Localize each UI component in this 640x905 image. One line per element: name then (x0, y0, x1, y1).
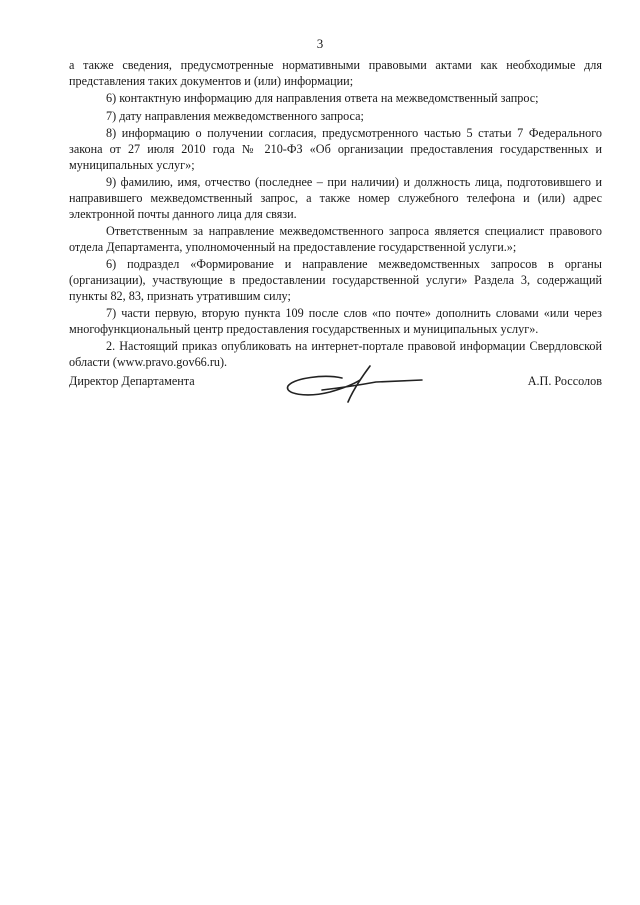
signer-title: Директор Департамента (69, 374, 195, 388)
paragraph-item-9-person: 9) фамилию, имя, отчество (последнее – при наличии) и должность лица, подготовившего и направившего межведомственный запрос, а также номер служебного телефона и (или) адрес электронной почты данного лица для связи. (69, 174, 602, 221)
signature-block (69, 364, 602, 404)
paragraph-publication: 2. Настоящий приказ опубликовать на интернет-портале правовой информации Свердловской области (www.pravo.gov66.ru). (69, 339, 602, 370)
paragraph-item-8-consent: 8) информацию о получении согласия, предусмотренного частью 5 статьи 7 Федерального закона от 27 июля 2010 года № 210-ФЗ «Об организации предоставления государственных и муниципальных услуг»; (69, 125, 602, 172)
document-body (69, 58, 602, 372)
paragraph-continuation: а также сведения, предусмотренные нормативными правовыми актами как необходимые для представления таких документов и (или) информации; (69, 58, 602, 88)
page-number: 3 (316, 36, 324, 51)
paragraph-subsection-7: 7) части первую, вторую пункта 109 после слов «по почте» дополнить словами «или через многофункциональный центр предоставления государственных и муниципальных услуг». (69, 306, 602, 336)
paragraph-item-7-date: 7) дату направления межведомственного запроса; (106, 108, 364, 123)
paragraph-responsible: Ответственным за направление межведомственного запроса является специалист правового отдела Департамента, уполномоченный на предоставление государственной услуги.»; (69, 223, 602, 254)
paragraph-item-6-contact: 6) контактную информацию для направления ответа на межведомственный запрос; (106, 91, 539, 106)
paragraph-subsection-6: 6) подраздел «Формирование и направление межведомственных запросов в органы (организации), участвующие в предоставлении государственной услуги» Раздела 3, содержащий пункты 82, 83, признать утратившим силу; (69, 257, 602, 303)
signer-name: А.П. Россолов (527, 374, 602, 388)
handwritten-signature-icon (284, 364, 424, 404)
